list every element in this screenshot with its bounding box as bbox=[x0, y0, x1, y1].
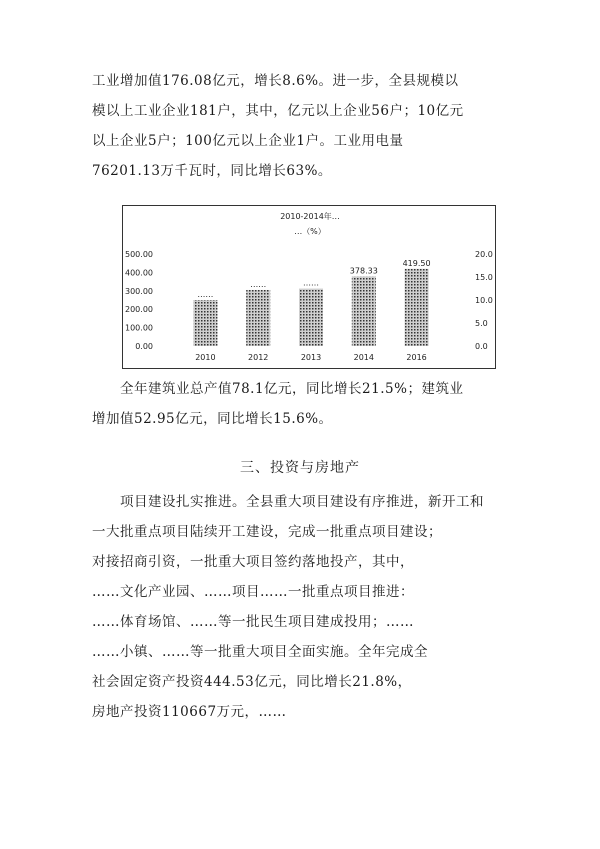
bar bbox=[246, 290, 270, 346]
text-line: 增加值52.95亿元，同比增长15.6%。 bbox=[92, 411, 333, 427]
bar bbox=[193, 300, 217, 346]
y-tick-label: 400.00 bbox=[125, 268, 153, 278]
industrial-chart bbox=[122, 205, 496, 369]
y-tick-label: 200.00 bbox=[125, 305, 153, 315]
bar bbox=[405, 269, 429, 346]
text-line: 项目建设扎实推进。全县重大项目建设有序推进，新开工和 bbox=[120, 494, 484, 510]
chart-subtitle: …（%） bbox=[294, 227, 326, 236]
paragraph-construction bbox=[92, 374, 522, 434]
text-line: 对接招商引资，一批重大项目签约落地投产，其中， bbox=[92, 554, 414, 570]
x-tick-label: 2012 bbox=[248, 353, 269, 362]
x-tick-label: 2013 bbox=[300, 353, 322, 362]
bar bbox=[299, 289, 323, 346]
y-tick-label: 500.00 bbox=[125, 250, 153, 259]
text-line: 一大批重点项目陆续开工建设，完成一批重点项目建设； bbox=[92, 524, 442, 540]
y2-tick-label: 15.0 bbox=[475, 273, 493, 282]
text-line: ……小镇、……等一批重大项目全面实施。全年完成全 bbox=[92, 644, 428, 660]
text-line: ……文化产业园、……项目……一批重点项目推进： bbox=[92, 584, 414, 600]
section-heading: 三、投资与房地产 bbox=[240, 460, 360, 476]
y-tick-label: 300.00 bbox=[125, 286, 153, 296]
text-line: 模以上工业企业181户，其中，亿元以上企业56户；10亿元 bbox=[92, 103, 464, 119]
bar-data-label: 419.50 bbox=[402, 258, 431, 268]
bar-data-label: …… bbox=[303, 278, 319, 288]
text-line: 76201.13万千瓦时，同比增长63%。 bbox=[92, 163, 332, 179]
x-tick-label: 2014 bbox=[353, 353, 374, 362]
text-line: 工业增加值176.08亿元，增长8.6%。进一步，全县规模以 bbox=[92, 73, 459, 89]
chart-canvas bbox=[123, 206, 497, 370]
bar-data-label: 378.33 bbox=[349, 266, 378, 276]
y2-tick-label: 5.0 bbox=[475, 319, 488, 328]
text-line: 以上企业5户；100亿元以上企业1户。工业用电量 bbox=[92, 133, 404, 149]
bar bbox=[352, 276, 376, 346]
y-tick-label: 0.00 bbox=[135, 342, 153, 351]
y-tick-label: 100.00 bbox=[125, 323, 153, 333]
text-line: 全年建筑业总产值78.1亿元，同比增长21.5%；建筑业 bbox=[120, 381, 464, 397]
x-tick-label: 2016 bbox=[406, 353, 427, 362]
bar-data-label: …… bbox=[250, 279, 267, 289]
chart-title: 2010-2014年… bbox=[280, 212, 340, 221]
y2-tick-label: 20.0 bbox=[475, 250, 493, 259]
y2-tick-label: 10.0 bbox=[475, 296, 493, 305]
bar-data-label: …… bbox=[197, 290, 214, 299]
text-line: ……体育场馆、……等一批民生项目建成投用；…… bbox=[92, 614, 414, 630]
text-line: 房地产投资110667万元，…… bbox=[92, 704, 287, 720]
x-tick-label: 2010 bbox=[195, 353, 216, 362]
paragraph-industry bbox=[92, 66, 522, 186]
text-line: 社会固定资产投资444.53亿元，同比增长21.8%， bbox=[92, 674, 412, 690]
y2-tick-label: 0.0 bbox=[475, 342, 488, 351]
paragraph-investment bbox=[92, 487, 522, 727]
